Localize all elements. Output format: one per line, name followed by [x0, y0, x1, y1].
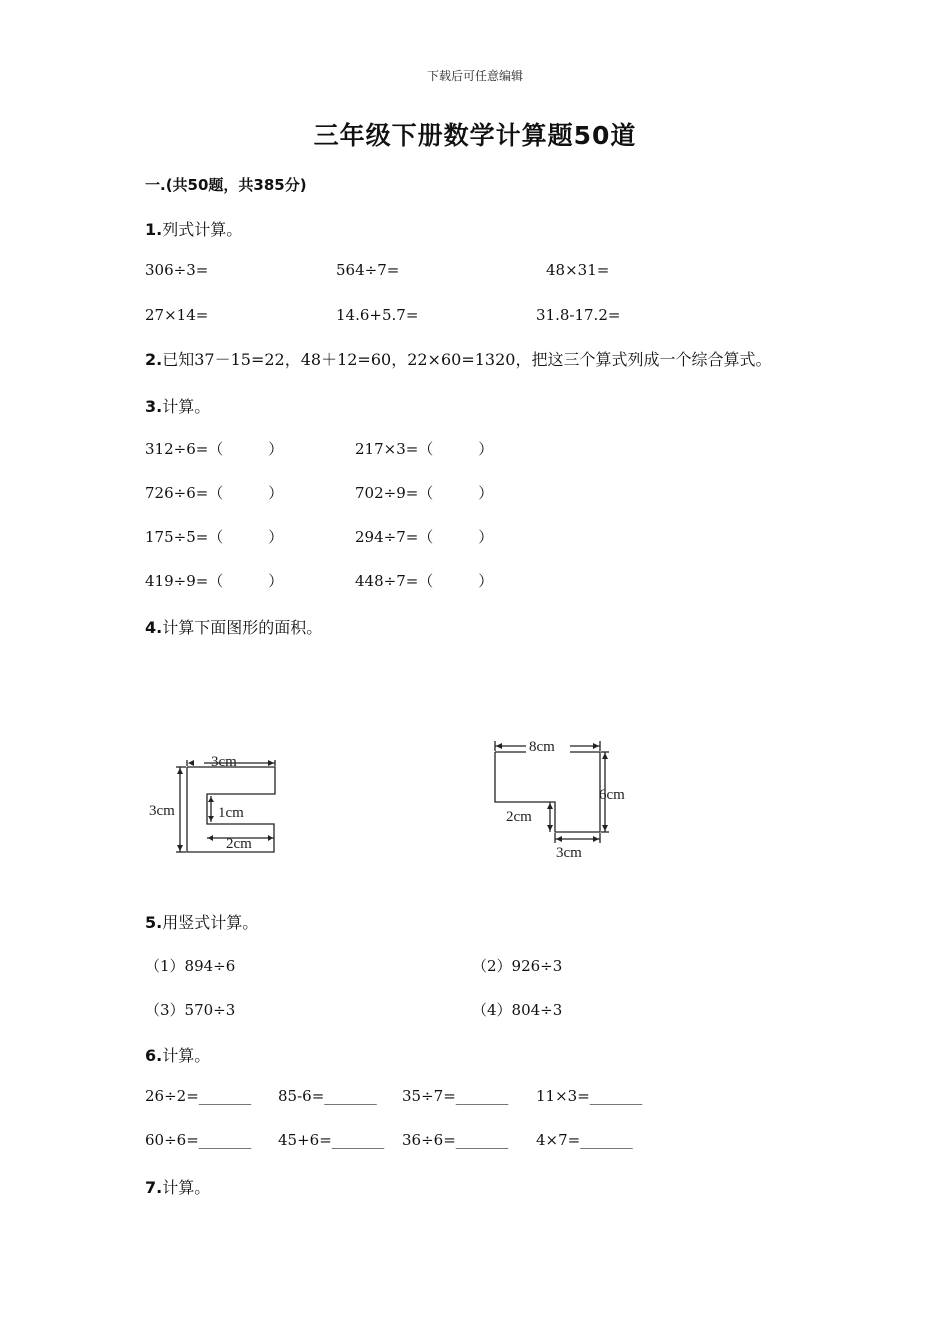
q3-item: 726÷6=（ ）: [145, 484, 284, 502]
question-5-title: [145, 910, 258, 933]
question-3-title: [145, 394, 210, 417]
q6-item: 85-6=_______: [278, 1087, 377, 1105]
question-7-title: [145, 1175, 210, 1198]
q6-item: 36÷6=_______: [402, 1131, 509, 1149]
q3-item: 312÷6=（ ）: [145, 440, 284, 458]
q1-item: 14.6+5.7=: [336, 306, 419, 324]
question-text: 计算。: [162, 1178, 211, 1197]
q1-item: 48×31=: [546, 261, 610, 279]
q6-item: 11×3=_______: [536, 1087, 643, 1105]
page-title: 三年级下册数学计算题50道: [313, 121, 637, 150]
area-figure-1: [140, 740, 290, 865]
dim-label-inner: 1cm: [218, 805, 244, 821]
q3-item: 448÷7=（ ）: [355, 572, 494, 590]
q3-item: 419÷9=（ ）: [145, 572, 284, 590]
question-number: 3.: [145, 397, 163, 416]
question-text: 计算下面图形的面积。: [162, 618, 323, 637]
question-4-title: [145, 615, 322, 638]
q3-item: 217×3=（ ）: [355, 440, 494, 458]
section-heading: 一.(共50题，共385分): [145, 176, 307, 194]
q3-item: 702÷9=（ ）: [355, 484, 494, 502]
dim-label-right: 6cm: [599, 787, 625, 803]
dim-label-bottom: 3cm: [556, 845, 582, 861]
area-figure-2: [488, 730, 648, 865]
q1-item: 27×14=: [145, 306, 209, 324]
q1-item: 564÷7=: [336, 261, 400, 279]
question-text: 已知37－15=22，48＋12=60，22×60=1320，把这三个算式列成一个综合算式。: [162, 350, 772, 369]
header-note: 下载后可任意编辑: [426, 69, 523, 83]
q3-item: 294÷7=（ ）: [355, 528, 494, 546]
question-text: 计算。: [162, 1046, 211, 1065]
q1-item: 31.8-17.2=: [536, 306, 621, 324]
question-number: 2.: [145, 350, 163, 369]
q3-item: 175÷5=（ ）: [145, 528, 284, 546]
dim-label-top: 3cm: [211, 754, 237, 770]
question-text: 计算。: [162, 397, 211, 416]
question-number: 1.: [145, 220, 163, 239]
q5-item: （3）570÷3: [145, 1001, 236, 1019]
question-text: 用竖式计算。: [162, 913, 259, 932]
q5-item: （1）894÷6: [145, 957, 236, 975]
question-number: 6.: [145, 1046, 163, 1065]
q6-item: 45+6=_______: [278, 1131, 385, 1149]
q5-item: （2）926÷3: [472, 957, 563, 975]
dim-label-step: 2cm: [506, 809, 532, 825]
dim-label-left: 3cm: [149, 803, 175, 819]
question-number: 4.: [145, 618, 163, 637]
question-number: 7.: [145, 1178, 163, 1197]
question-text: 列式计算。: [162, 220, 243, 239]
dim-label-top: 8cm: [529, 739, 555, 755]
question-1-title: [145, 217, 242, 240]
q5-item: （4）804÷3: [472, 1001, 563, 1019]
q6-item: 60÷6=_______: [145, 1131, 252, 1149]
question-6-title: [145, 1043, 210, 1066]
q6-item: 4×7=_______: [536, 1131, 633, 1149]
question-2-title: [145, 350, 805, 370]
q6-item: 35÷7=_______: [402, 1087, 509, 1105]
question-number: 5.: [145, 913, 163, 932]
q6-item: 26÷2=_______: [145, 1087, 252, 1105]
dim-label-bottom: 2cm: [226, 836, 252, 852]
q1-item: 306÷3=: [145, 261, 209, 279]
